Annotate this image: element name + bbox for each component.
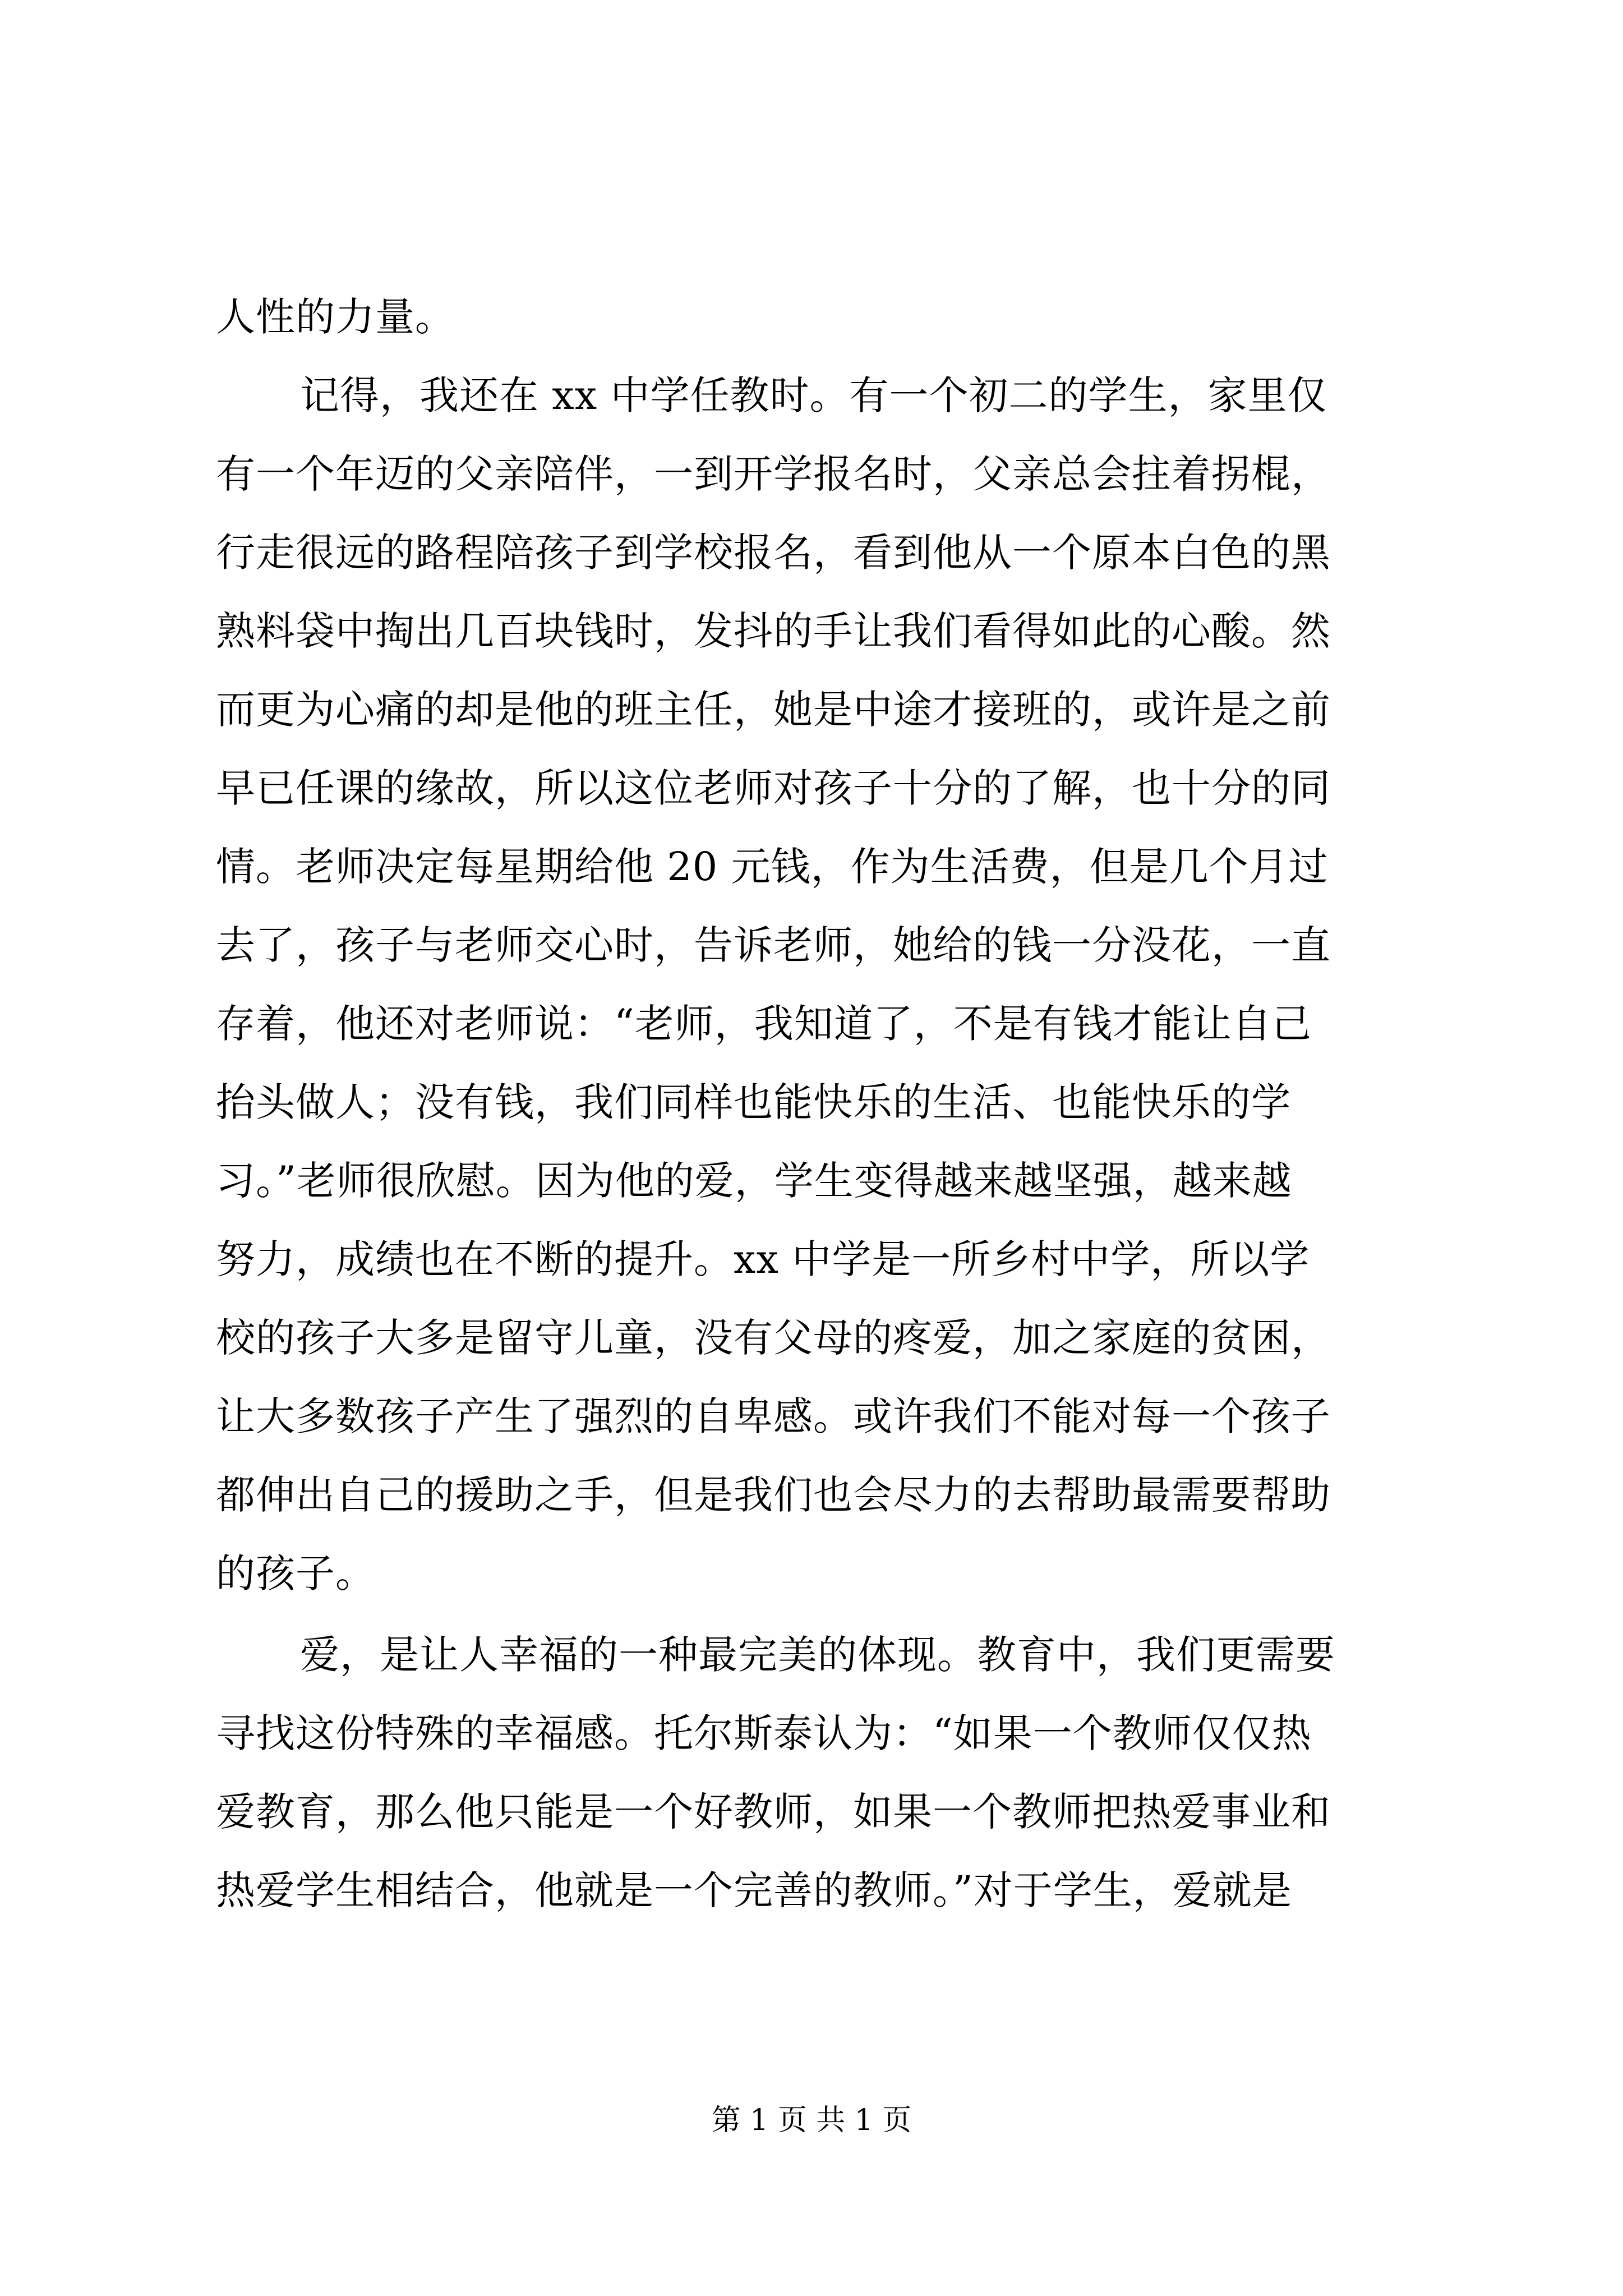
text-line: 习。”老师很欣慰。因为他的爱，学生变得越来越坚强，越来越: [216, 1158, 1292, 1204]
text-line: 有一个年迈的父亲陪伴，一到开学报名时，父亲总会拄着拐棍，: [216, 451, 1331, 497]
text-line: 存着，他还对老师说：“老师，我知道了，不是有钱才能让自己: [216, 1001, 1312, 1047]
text-line: 校的孩子大多是留守儿童，没有父母的疼爱，加之家庭的贫困，: [216, 1315, 1331, 1361]
text-line: 熟料袋中掏出几百块钱时，发抖的手让我们看得如此的心酸。然: [216, 608, 1331, 654]
paragraph-first-line: 爱，是让人幸福的一种最完美的体现。教育中，我们更需要: [300, 1632, 1335, 1678]
text-line: 努力，成绩也在不断的提升。xx 中学是一所乡村中学，所以学: [216, 1236, 1310, 1282]
text-line: 寻找这份特殊的幸福感。托尔斯泰认为：“如果一个教师仅仅热: [216, 1710, 1312, 1756]
page-number-footer: 第 1 页 共 1 页: [711, 2104, 912, 2137]
text-line: 抬头做人；没有钱，我们同样也能快乐的生活、也能快乐的学: [216, 1079, 1291, 1125]
text-line: 情。老师决定每星期给他 20 元钱，作为生活费，但是几个月过: [216, 844, 1329, 890]
text-line: 热爱学生相结合，他就是一个完善的教师。”对于学生，爱就是: [216, 1867, 1292, 1913]
text-line: 让大多数孩子产生了强烈的自卑感。或许我们不能对每一个孩子: [216, 1393, 1331, 1439]
text-line: 行走很远的路程陪孩子到学校报名，看到他从一个原本白色的黑: [216, 530, 1331, 576]
text-line: 爱教育，那么他只能是一个好教师，如果一个教师把热爱事业和: [216, 1789, 1331, 1835]
text-line: 而更为心痛的却是他的班主任，她是中途才接班的，或许是之前: [216, 687, 1331, 733]
text-line: 去了，孩子与老师交心时，告诉老师，她给的钱一分没花，一直: [216, 922, 1331, 968]
paragraph-first-line: 记得，我还在 xx 中学任教时。有一个初二的学生，家里仅: [300, 372, 1327, 418]
text-line: 的孩子。: [216, 1550, 375, 1596]
text-line: 都伸出自己的援助之手，但是我们也会尽力的去帮助最需要帮助: [216, 1472, 1331, 1518]
text-line: 人性的力量。: [216, 294, 455, 340]
text-line: 早已任课的缘故，所以这位老师对孩子十分的了解，也十分的同: [216, 765, 1331, 811]
